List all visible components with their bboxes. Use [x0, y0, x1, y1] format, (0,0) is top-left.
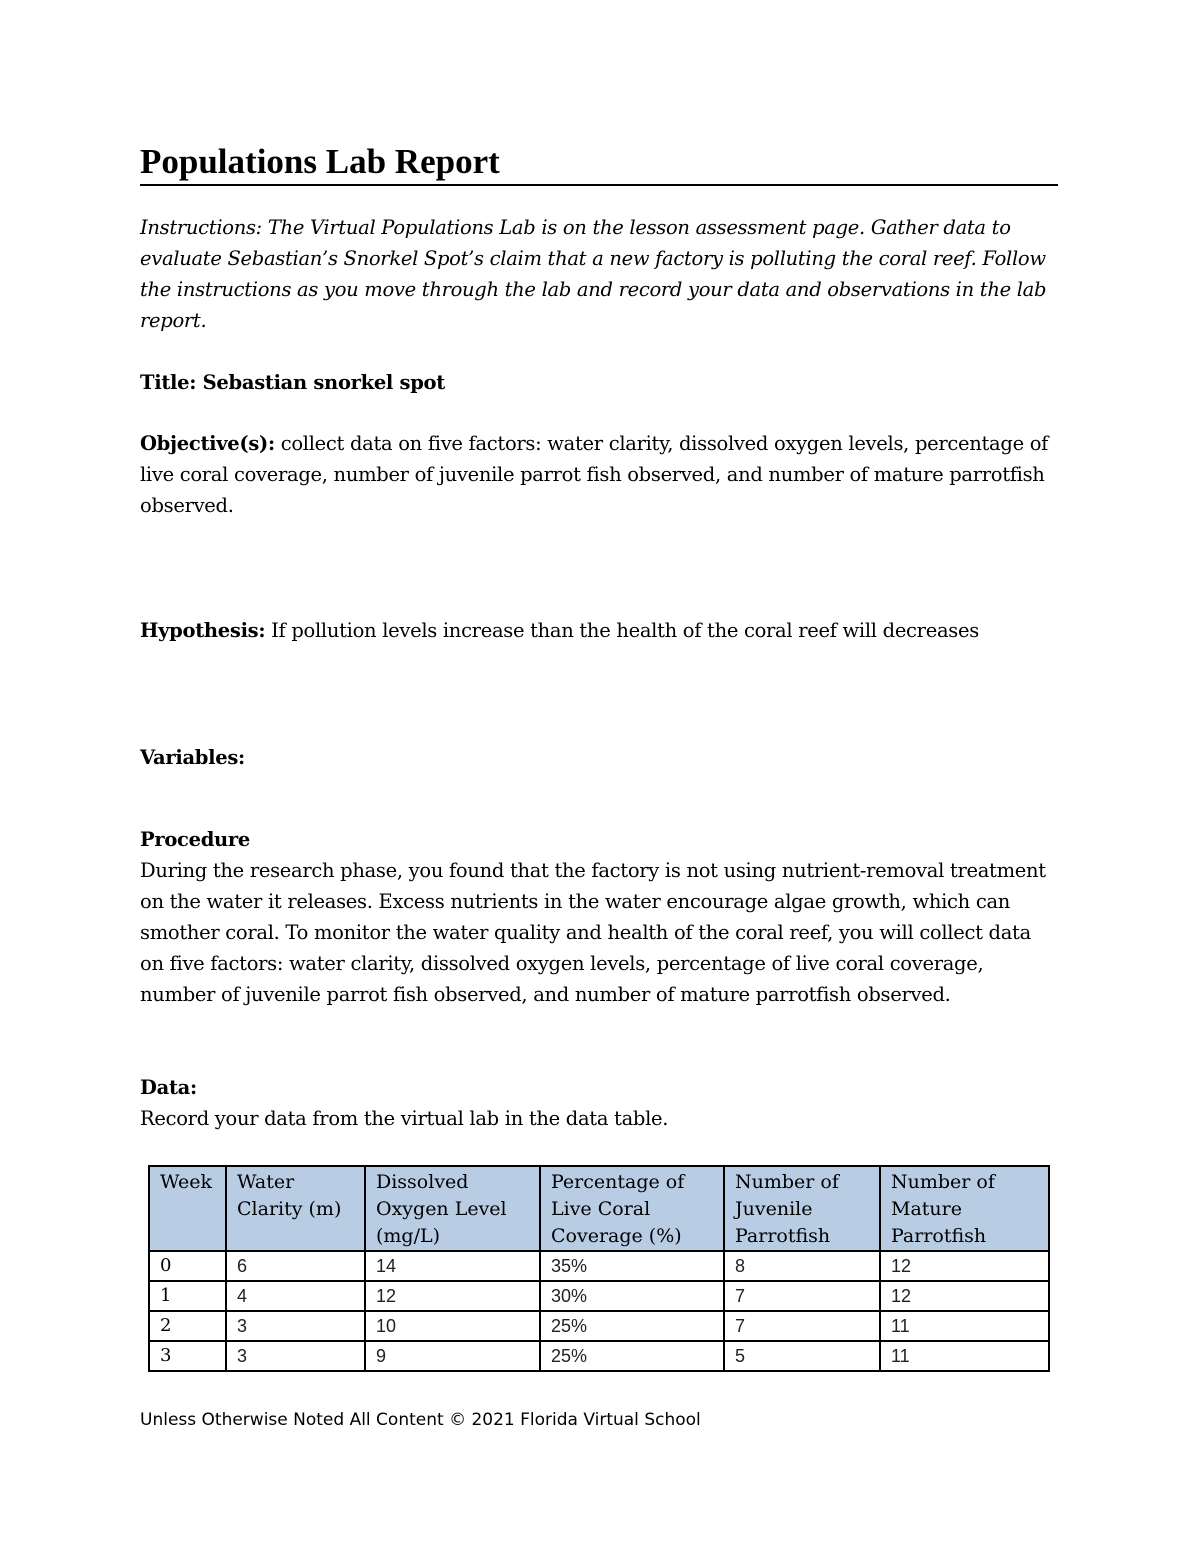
table-cell: 12	[880, 1281, 1049, 1311]
table-cell: 3	[226, 1311, 365, 1341]
table-cell: 12	[365, 1281, 540, 1311]
report-title-line	[140, 367, 1055, 398]
table-row	[149, 1251, 1049, 1281]
report-title-value: Sebastian snorkel spot	[196, 371, 445, 394]
table-cell: 0	[149, 1251, 226, 1281]
data-section	[140, 1072, 1055, 1134]
report-title-label: Title:	[140, 371, 197, 394]
objective-label: Objective(s):	[140, 432, 275, 455]
hypothesis-label: Hypothesis:	[140, 619, 266, 642]
table-cell: 7	[724, 1311, 880, 1341]
instructions-text: Instructions: The Virtual Populations Lab is on the lesson assessment page. Gather data to evaluate Sebastian’s Snorkel Spot’s claim that a new factory is polluting the coral reef. Follow the instructions as you move through the lab and record your data and observations in the lab report.	[140, 216, 1047, 332]
header-mature-parrotfish: Number of Mature Parrotfish	[880, 1166, 1049, 1251]
copyright-footer: Unless Otherwise Noted All Content © 2021 Florida Virtual School	[140, 1410, 701, 1430]
data-label: Data:	[140, 1076, 197, 1099]
variables-section	[140, 742, 1055, 773]
header-dissolved-oxygen: Dissolved Oxygen Level (mg/L)	[365, 1166, 540, 1251]
page-title: Populations Lab Report	[140, 142, 1058, 186]
table-row	[149, 1281, 1049, 1311]
table-cell: 9	[365, 1341, 540, 1371]
procedure-section	[140, 824, 1055, 1010]
table-cell: 30%	[540, 1281, 724, 1311]
table-cell: 11	[880, 1311, 1049, 1341]
hypothesis-section	[140, 615, 1055, 646]
table-row	[149, 1311, 1049, 1341]
header-juvenile-parrotfish: Number of Juvenile Parrotfish	[724, 1166, 880, 1251]
table-cell: 3	[226, 1341, 365, 1371]
table-cell: 4	[226, 1281, 365, 1311]
procedure-label: Procedure	[140, 828, 251, 851]
header-live-coral: Percentage of Live Coral Coverage (%)	[540, 1166, 724, 1251]
table-cell: 11	[880, 1341, 1049, 1371]
hypothesis-text: If pollution levels increase than the health of the coral reef will decreases	[265, 619, 979, 642]
table-cell: 10	[365, 1311, 540, 1341]
table-cell: 14	[365, 1251, 540, 1281]
procedure-text: During the research phase, you found that the factory is not using nutrient-removal treatment on the water it releases. Excess nutrients in the water encourage algae growth, which can smother coral. To monitor the water quality and health of the coral reef, you will collect data on five factors: water clarity, dissolved oxygen levels, percentage of live coral coverage, number of juvenile parrot fish observed, and number of mature parrotfish observed.	[140, 859, 1046, 1006]
table-cell: 2	[149, 1311, 226, 1341]
table-cell: 35%	[540, 1251, 724, 1281]
table-cell: 5	[724, 1341, 880, 1371]
table-cell: 7	[724, 1281, 880, 1311]
variables-label: Variables:	[140, 746, 245, 769]
data-table	[148, 1165, 1050, 1372]
table-cell: 1	[149, 1281, 226, 1311]
table-cell: 25%	[540, 1311, 724, 1341]
table-cell: 3	[149, 1341, 226, 1371]
table-cell: 12	[880, 1251, 1049, 1281]
table-header-row	[149, 1166, 1049, 1251]
header-week: Week	[149, 1166, 226, 1251]
data-instructions: Record your data from the virtual lab in the data table.	[140, 1107, 669, 1130]
table-cell: 6	[226, 1251, 365, 1281]
table-cell: 25%	[540, 1341, 724, 1371]
table-row	[149, 1341, 1049, 1371]
header-water-clarity: Water Clarity (m)	[226, 1166, 365, 1251]
objective-text: collect data on five factors: water clarity, dissolved oxygen levels, percentage of live coral coverage, number of juvenile parrot fish observed, and number of mature parrotfish observed.	[140, 432, 1049, 517]
table-cell: 8	[724, 1251, 880, 1281]
objective-section	[140, 428, 1055, 521]
